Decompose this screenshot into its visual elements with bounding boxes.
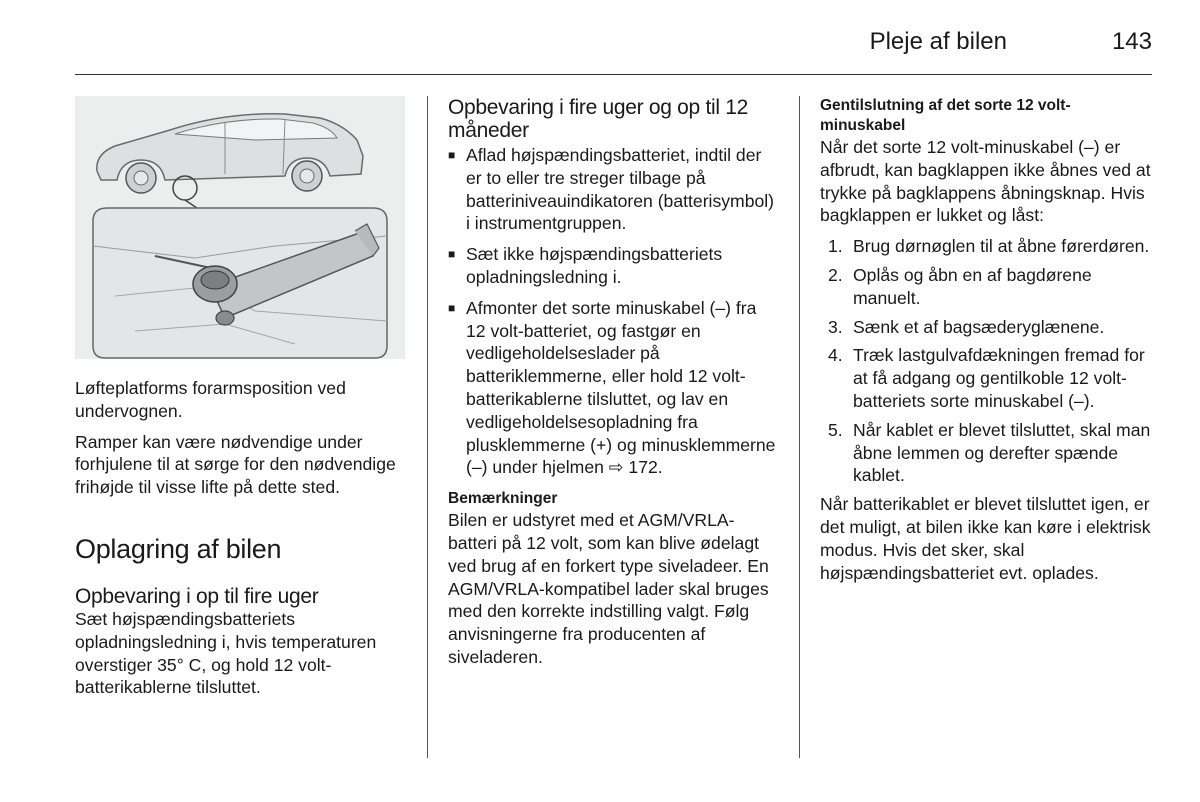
figure-caption: Løfteplatforms forarmsposition ved undervognen.: [75, 378, 346, 421]
reconnect-intro: Når det sorte 12 volt-minuskabel (–) er afbrudt, kan bagklappen ikke åbnes ved at trykke på bagklappens åbningsknap. Hvis bagklappen er lukket og låst:: [820, 137, 1151, 226]
section-title: Pleje af bilen: [869, 28, 1007, 55]
list-item: 2. Oplås og åbn en af bagdørene manuelt.: [828, 264, 1092, 308]
car-lift-drawing: [75, 96, 405, 359]
header-rule: [75, 74, 1152, 75]
main-heading: Oplagring af bilen: [75, 533, 282, 564]
column-3: [820, 96, 1155, 584]
page-number: 143: [1111, 28, 1152, 55]
list-item: 5. Når kablet er blevet tilsluttet, skal man åbne lemmen og derefter spænde kablet.: [828, 419, 1151, 486]
lift-platform-illustration: [75, 96, 405, 359]
list-item: ■ Sæt ikke højspændingsbatteriets opladningsledning i.: [448, 243, 778, 289]
storage-bullet-list: [448, 144, 778, 479]
note-paragraph: Bilen er udstyret med et AGM/VRLA-batteri på 12 volt, som kan blive ødelagt ved brug af en forkert type siveladeer. En AGM/VRLA-kompatibel lader skal bruges med den korrekte indstilling valgt. Følg anvisningerne fra producenten af siveladeren.: [448, 510, 769, 667]
storage-paragraph: Sæt højspændingsbatteriets opladningsledning i, hvis temperaturen overstiger 35° C, og hold 12 volt-batterikablerne tilsluttet.: [75, 608, 377, 698]
ramps-paragraph: Ramper kan være nødvendige under forhjulene til at sørge for den nødvendige frihøjde til visse lifte på dette sted.: [75, 431, 396, 498]
reconnect-outro: Når batterikablet er blevet tilsluttet igen, er det muligt, at bilen ikke kan køre i elektrisk modus. Hvis det sker, skal højspændingsbatteriet evt. oplades.: [820, 494, 1151, 583]
reconnect-steps: [820, 235, 1155, 487]
reconnect-heading: Gentilslutning af det sorte 12 volt-minuskabel: [820, 97, 1071, 134]
subheading-four-weeks: Opbevaring i op til fire uger: [75, 584, 319, 608]
column-divider-2: [799, 96, 800, 758]
page-header: [75, 22, 1152, 76]
list-item: 1. Brug dørnøglen til at åbne førerdøren.: [828, 236, 1150, 257]
list-item: 4. Træk lastgulvafdækningen fremad for at få adgang og gentilkoble 12 volt-batteriets sorte minuskabel (–).: [828, 345, 1145, 411]
column-1: [75, 96, 410, 699]
list-item: ■ Afmonter det sorte minuskabel (–) fra 12 volt-batteriet, og fastgør en vedligeholdelseslader på batteriklemmerne, eller hold 12 volt-batterikablerne tilsluttet, og lav en vedligeholdelsesopladning fra plusklemmerne (+) og minusklemmerne (–) under hjelmen ⇨ 172.: [448, 297, 778, 479]
column-divider-1: [427, 96, 428, 758]
subheading-twelve-months: Opbevaring i fire uger og op til 12 måneder: [448, 96, 749, 142]
note-heading: Bemærkninger: [448, 490, 558, 508]
list-item: ■ Aflad højspændingsbatteriet, indtil der er to eller tre streger tilbage på batteriniveauindikatoren (batterisymbol) i instrumentgruppen.: [448, 144, 778, 235]
list-item: 3. Sænk et af bagsæderyglænene.: [828, 316, 1105, 337]
column-2: [448, 96, 778, 669]
